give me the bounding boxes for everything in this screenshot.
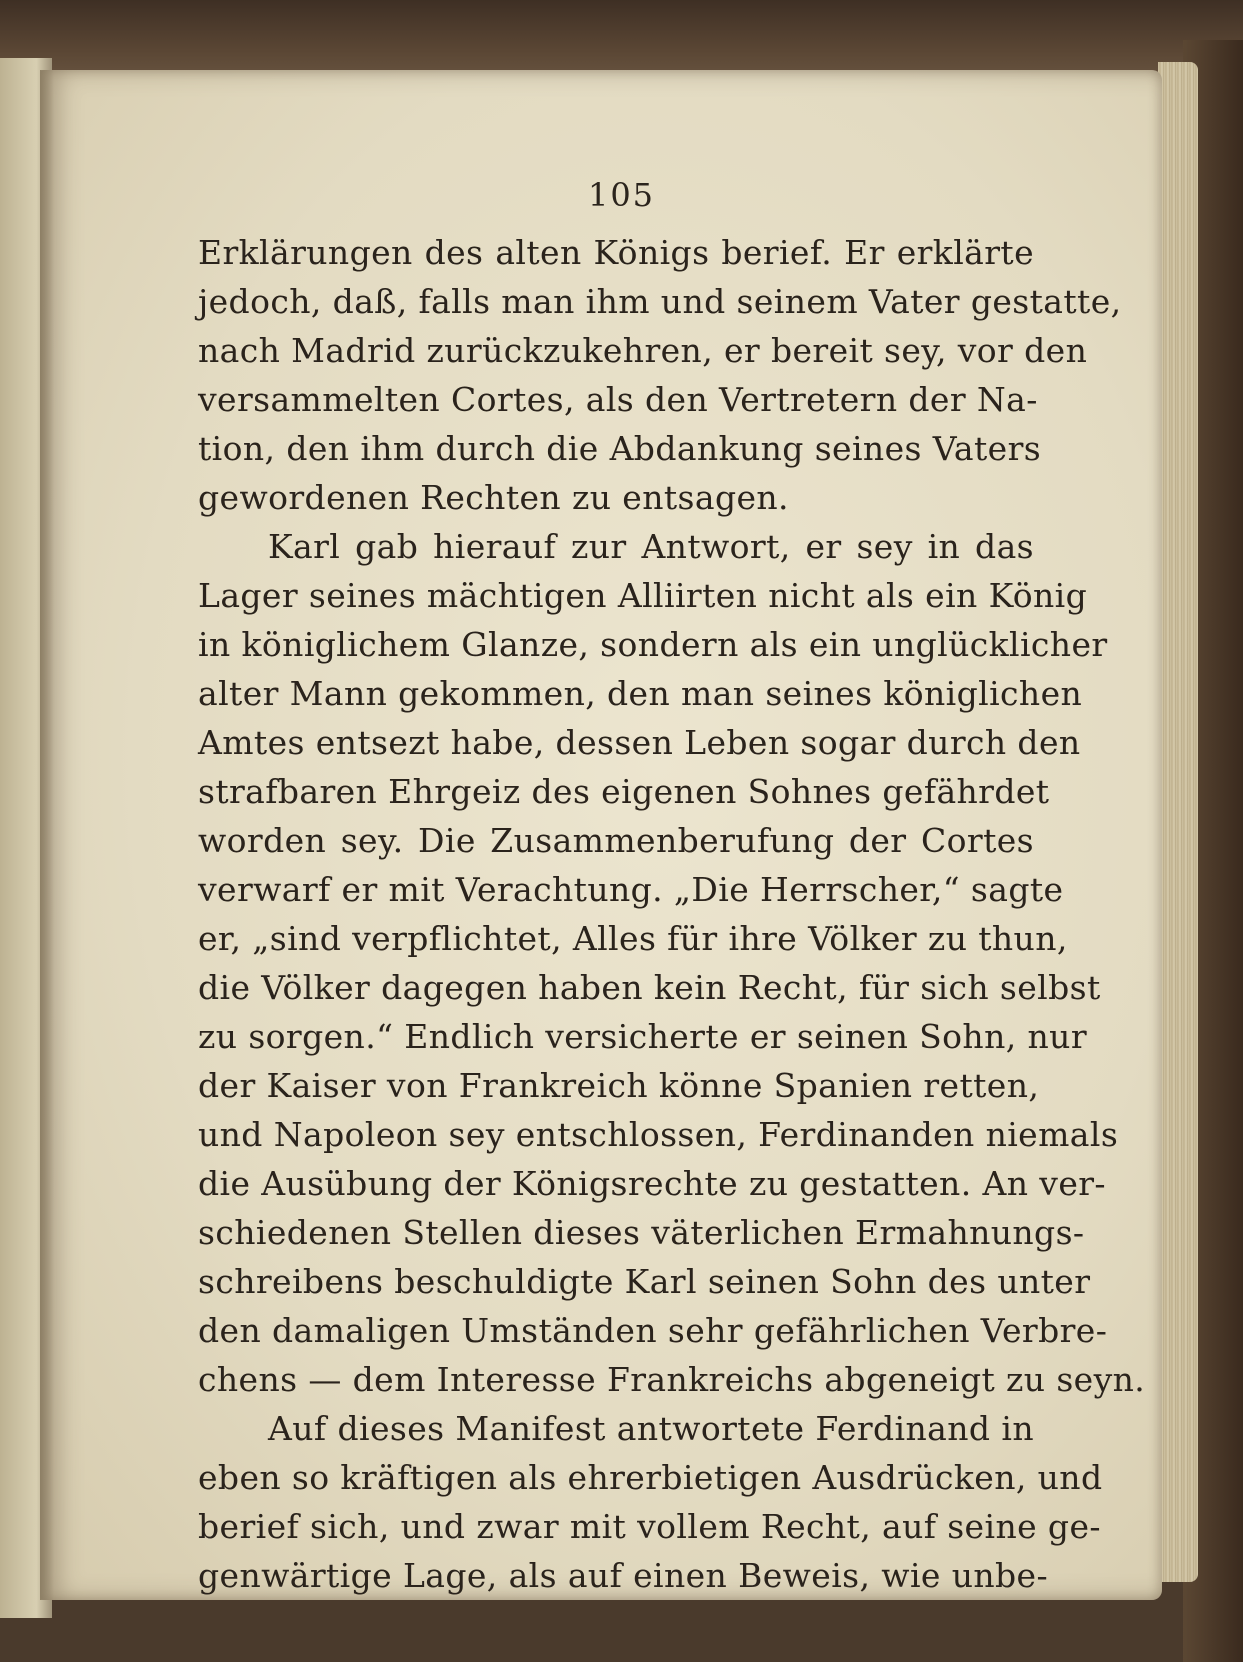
- text-line: Auf dieses Manifest antwortete Ferdinand in: [268, 1409, 1034, 1448]
- text-line: chens — dem Interesse Frankreichs abgeneigt zu seyn.: [198, 1360, 1146, 1399]
- text-line: genwärtige Lage, als auf einen Beweis, wie unbe-: [198, 1556, 1049, 1595]
- text-line: er, „sind verpflichtet, Alles für ihre Völker zu thun,: [198, 919, 1068, 958]
- text-line: Amtes entsezt habe, dessen Leben sogar durch den: [198, 723, 1081, 762]
- text-line: nach Madrid zurückzukehren, er bereit sey, vor den: [198, 331, 1088, 370]
- text-line: Karl gab hierauf zur Antwort, er sey in das: [268, 527, 1034, 566]
- text-line: versammelten Cortes, als den Vertretern der Na-: [198, 380, 1038, 419]
- text-line: zu sorgen.“ Endlich versicherte er seinen Sohn, nur: [198, 1017, 1088, 1056]
- text-line: in königlichem Glanze, sondern als ein unglücklicher: [198, 625, 1108, 664]
- text-line: Lager seines mächtigen Alliirten nicht als ein König: [198, 576, 1088, 615]
- page-number: 105: [587, 176, 656, 214]
- text-line: worden sey. Die Zusammenberufung der Cortes: [198, 821, 1034, 860]
- text-line: berief sich, und zwar mit vollem Recht, auf seine ge-: [198, 1507, 1101, 1546]
- text-line: tion, den ihm durch die Abdankung seines Vaters: [198, 429, 1042, 468]
- text-line: verwarf er mit Verachtung. „Die Herrscher,“ sagte: [198, 870, 1064, 909]
- text-line: und Napoleon sey entschlossen, Ferdinanden niemals: [198, 1115, 1119, 1154]
- text-line: eben so kräftigen als ehrerbietigen Ausdrücken, und: [198, 1458, 1103, 1497]
- text-line: schreibens beschuldigte Karl seinen Sohn des unter: [198, 1262, 1091, 1301]
- text-line: der Kaiser von Frankreich könne Spanien retten,: [198, 1066, 1040, 1105]
- text-line: die Völker dagegen haben kein Recht, für sich selbst: [198, 968, 1101, 1007]
- text-line: gewordenen Rechten zu entsagen.: [198, 478, 789, 517]
- text-line: schiedenen Stellen dieses väterlichen Ermahnungs-: [198, 1213, 1085, 1252]
- page-edges: [1158, 62, 1198, 1582]
- text-line: den damaligen Umständen sehr gefährlichen Verbre-: [198, 1311, 1108, 1350]
- text-line: die Ausübung der Königsrechte zu gestatten. An ver-: [198, 1164, 1106, 1203]
- text-line: jedoch, daß, falls man ihm und seinem Vater gestatte,: [198, 282, 1122, 321]
- text-line: alter Mann gekommen, den man seines königlichen: [198, 674, 1083, 713]
- text-line: strafbaren Ehrgeiz des eigenen Sohnes gefährdet: [198, 772, 1050, 811]
- page-gutter: [40, 70, 54, 1600]
- text-line: Erklärungen des alten Königs berief. Er erklärte: [198, 233, 1034, 272]
- page-text: [198, 228, 1146, 1600]
